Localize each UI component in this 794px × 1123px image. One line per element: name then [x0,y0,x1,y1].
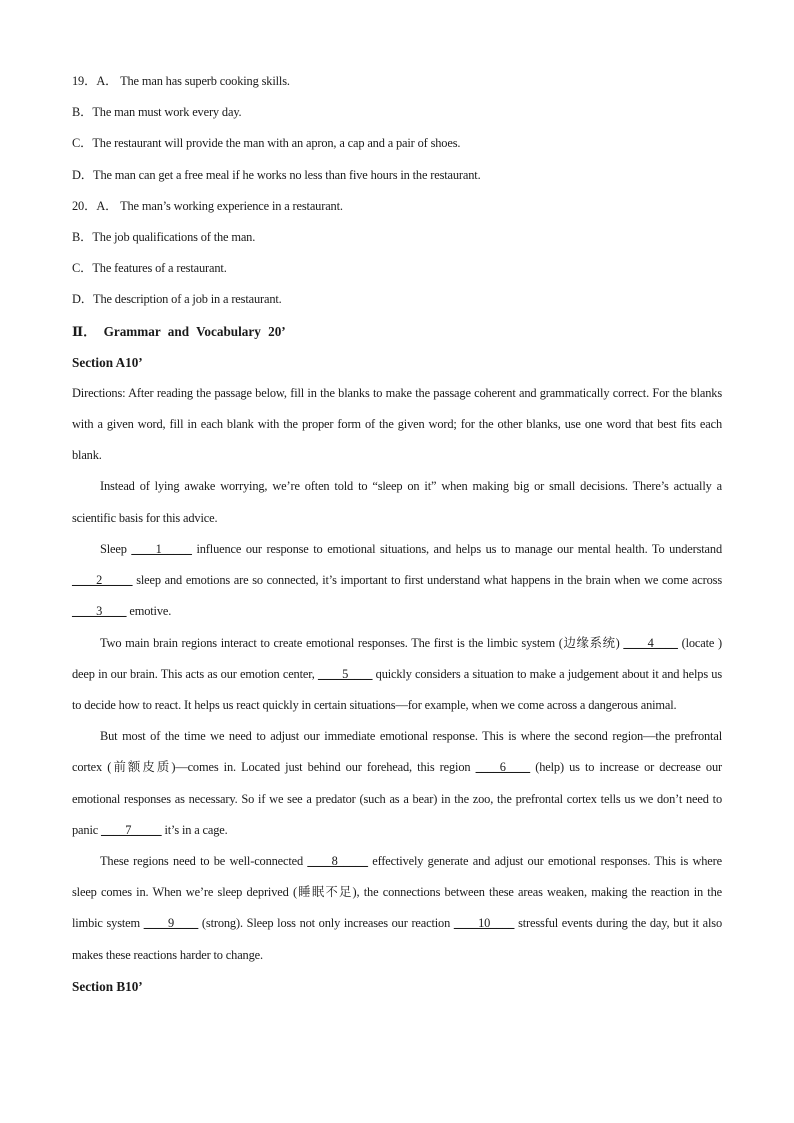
blank-5: ____5____ [317,666,373,681]
p2-text-2: influence our response to emotional situations, and helps us to manage our mental health. To understand [191,541,722,556]
blank-10: ____10____ [453,916,515,931]
p2-text-3: sleep and emotions are so connected, it’s important to first understand what happens in the brain when we come across [132,573,722,588]
p4-text-3: it’s in a cage. [161,822,228,837]
q20-option-d: D．The description of a job in a restaurant. [72,292,282,307]
p2-text-1: Sleep [100,541,132,556]
passage-paragraph-3 [72,628,722,722]
p3-text-1: Two main brain regions interact to create emotional responses. The first is the limbic system (边缘系统) [100,635,624,650]
q19-option-d: D．The man can get a free meal if he works no less than five hours in the restaurant. [72,167,481,182]
blank-6: ____6____ [475,760,531,775]
p5-text-4: stressful events during the day, but it also makes these reactions harder to change. [72,916,722,962]
blank-1: ____1_____ [131,541,192,556]
passage-paragraph-4 [72,721,722,846]
q19-option-b: B．The man must work every day. [72,105,242,120]
blank-4: ____4____ [623,635,678,650]
p3-text-3: quickly considers a situation to make a judgement about it and helps us to decide how to react. It helps us react quickly in certain situations—for example, when we come across a dangerous animal. [72,666,722,712]
section-a-title: Section A10’ [72,354,143,370]
passage-paragraph-5 [72,846,722,971]
exam-page [72,66,722,1002]
part-2-title: Ⅱ． Grammar and Vocabulary 20’ [72,323,286,339]
p5-text-3: (strong). Sleep loss not only increases our reaction [198,916,454,931]
p2-text-4: emotive. [126,604,172,619]
blank-9: ____9____ [143,916,199,931]
blank-2: ____2_____ [72,573,133,588]
section-b-title: Section B10’ [72,978,143,994]
p4-text-1: But most of the time we need to adjust our immediate emotional response. This is where the second region—the prefrontal cortex (前额皮质)—comes in. Located just behind our forehead, this region [72,729,722,775]
q20-option-b: B．The job qualifications of the man. [72,229,256,244]
q20-option-a: 20．A． The man’s working experience in a restaurant. [72,198,343,213]
p5-text-2: effectively generate and adjust our emotional responses. This is where sleep comes in. When we’re sleep deprived (睡眠不足), the connections between these areas weaken, making the reaction in the limbic system [72,853,722,931]
p4-text-2: (help) us to increase or decrease our emotional responses as necessary. So if we see a predator (such as a bear) in the zoo, the prefrontal cortex tells us we don’t need to panic [72,760,722,837]
p3-text-2: (locate ) deep in our brain. This acts as our emotion center, [72,635,722,681]
blank-7: ____7_____ [101,822,162,837]
blank-8: ____8_____ [307,853,368,868]
q19-option-a: 19．A． The man has superb cooking skills. [72,74,290,88]
passage-paragraph-2 [72,534,722,628]
passage-paragraph-1: Instead of lying awake worrying, we’re often told to “sleep on it” when making big or small decisions. There’s actually a scientific basis for this advice. [72,479,722,525]
q19-option-c: C．The restaurant will provide the man with an apron, a cap and a pair of shoes. [72,136,461,151]
q20-option-c: C．The features of a restaurant. [72,261,227,276]
section-a-directions: Directions: After reading the passage below, fill in the blanks to make the passage coherent and grammatically correct. For the blanks with a given word, fill in each blank with the proper form of the given word; for the other blanks, use one word that best fits each blank. [72,385,722,463]
p5-text-1: These regions need to be well-connected [100,853,308,868]
blank-3: ____3____ [72,604,127,619]
